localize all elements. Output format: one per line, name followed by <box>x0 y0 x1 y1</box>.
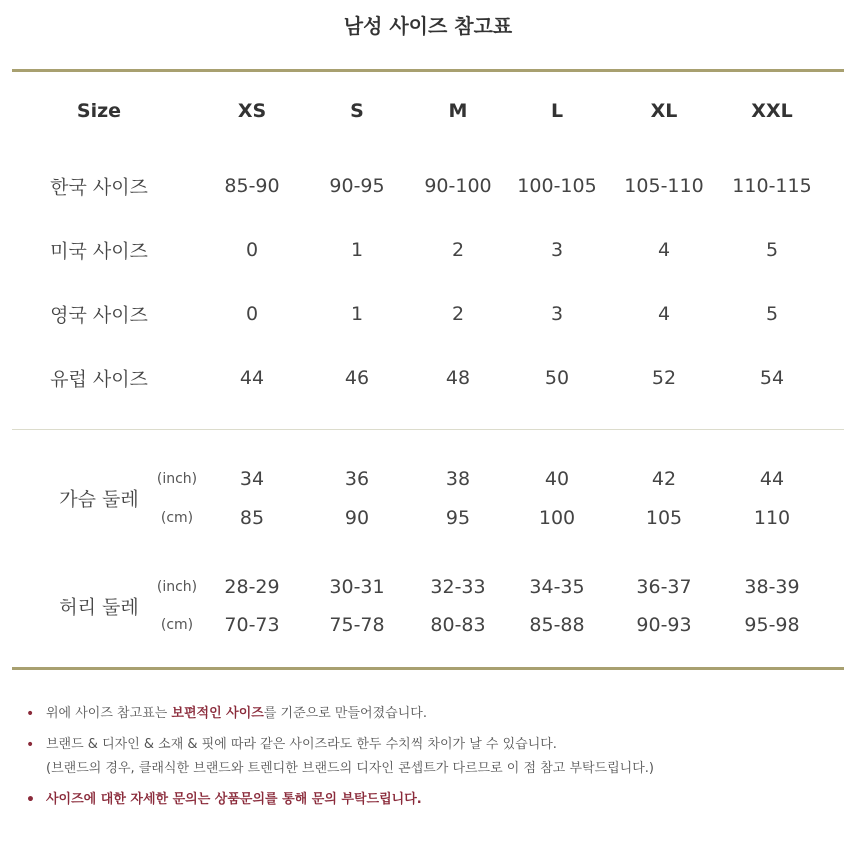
cell-uk-xl: 4 <box>657 303 671 325</box>
cell-uk-xs: 0 <box>245 303 259 325</box>
row-label-waist: 허리 둘레 <box>59 596 139 619</box>
note-subtext: (브랜드의 경우, 클래식한 브랜드와 트렌디한 브랜드의 디자인 콘셉트가 다르므로 이 점 참고 부탁드립니다.) <box>46 761 654 776</box>
header-size-xl: XL <box>650 100 678 122</box>
bullet-icon: • <box>26 792 35 808</box>
cell-waist-cm-xl: 90-93 <box>636 614 692 636</box>
note-item <box>26 702 836 726</box>
unit-waist-inch: (inch) <box>156 579 198 595</box>
header-size-m: M <box>448 100 468 122</box>
cell-waist-cm-s: 75-78 <box>329 614 385 636</box>
cell-uk-m: 2 <box>451 303 465 325</box>
cell-chest-inch-xs: 34 <box>239 468 265 490</box>
cell-chest-inch-m: 38 <box>445 468 471 490</box>
cell-waist-cm-xs: 70-73 <box>224 614 280 636</box>
cell-korea-s: 90-95 <box>329 175 385 197</box>
cell-korea-xl: 105-110 <box>624 175 704 197</box>
cell-chest-inch-xxl: 44 <box>759 468 785 490</box>
bullet-icon: • <box>26 706 35 722</box>
cell-us-xl: 4 <box>657 239 671 261</box>
cell-eu-m: 48 <box>445 367 471 389</box>
cell-korea-l: 100-105 <box>517 175 597 197</box>
row-label-eu: 유럽 사이즈 <box>50 368 148 391</box>
cell-us-xs: 0 <box>245 239 259 261</box>
row-label-uk: 영국 사이즈 <box>50 304 148 327</box>
cell-chest-cm-m: 95 <box>445 507 471 529</box>
bullet-icon: • <box>26 737 35 753</box>
note-item <box>26 733 836 781</box>
cell-chest-cm-xs: 85 <box>239 507 265 529</box>
cell-waist-inch-m: 32-33 <box>430 576 486 598</box>
note-highlight: 보편적인 사이즈 <box>171 706 264 721</box>
cell-uk-xxl: 5 <box>765 303 779 325</box>
cell-waist-inch-xl: 36-37 <box>636 576 692 598</box>
cell-waist-inch-xxl: 38-39 <box>744 576 800 598</box>
cell-uk-s: 1 <box>350 303 364 325</box>
notes-list <box>26 702 836 812</box>
header-size-s: S <box>350 100 364 122</box>
note-text: 브랜드 & 디자인 & 소재 & 핏에 따라 같은 사이즈라도 한두 수치씩 차이가 날 수 있습니다. <box>46 737 557 752</box>
cell-waist-cm-m: 80-83 <box>430 614 486 636</box>
cell-eu-xs: 44 <box>239 367 265 389</box>
row-label-chest: 가슴 둘레 <box>59 488 139 511</box>
cell-us-s: 1 <box>350 239 364 261</box>
cell-eu-s: 46 <box>344 367 370 389</box>
header-size-xs: XS <box>237 100 267 122</box>
cell-eu-l: 50 <box>544 367 570 389</box>
cell-waist-cm-l: 85-88 <box>529 614 585 636</box>
page-title: 남성 사이즈 참고표 <box>343 14 513 38</box>
note-item <box>26 788 836 812</box>
cell-waist-inch-xs: 28-29 <box>224 576 280 598</box>
header-size-l: L <box>550 100 564 122</box>
cell-chest-inch-s: 36 <box>344 468 370 490</box>
cell-chest-cm-l: 100 <box>538 507 576 529</box>
section-divider <box>12 429 844 430</box>
header-size-label: Size <box>76 100 122 122</box>
cell-korea-xs: 85-90 <box>224 175 280 197</box>
cell-chest-inch-xl: 42 <box>651 468 677 490</box>
cell-chest-cm-xxl: 110 <box>753 507 791 529</box>
cell-us-l: 3 <box>550 239 564 261</box>
cell-chest-cm-s: 90 <box>344 507 370 529</box>
unit-waist-cm: (cm) <box>160 617 194 633</box>
cell-chest-cm-xl: 105 <box>645 507 683 529</box>
header-size-xxl: XXL <box>751 100 793 122</box>
bottom-divider <box>12 667 844 670</box>
cell-us-xxl: 5 <box>765 239 779 261</box>
cell-eu-xxl: 54 <box>759 367 785 389</box>
note-text: 사이즈에 대한 자세한 문의는 상품문의를 통해 문의 부탁드립니다. <box>46 792 422 807</box>
unit-chest-inch: (inch) <box>156 471 198 487</box>
cell-waist-inch-s: 30-31 <box>329 576 385 598</box>
cell-korea-xxl: 110-115 <box>732 175 812 197</box>
row-label-us: 미국 사이즈 <box>50 240 148 263</box>
cell-us-m: 2 <box>451 239 465 261</box>
note-text: 를 기준으로 만들어졌습니다. <box>263 706 427 721</box>
cell-eu-xl: 52 <box>651 367 677 389</box>
unit-chest-cm: (cm) <box>160 510 194 526</box>
top-divider <box>12 69 844 72</box>
note-text: 위에 사이즈 참고표는 <box>46 706 172 721</box>
cell-chest-inch-l: 40 <box>544 468 570 490</box>
row-label-korea: 한국 사이즈 <box>50 176 148 199</box>
cell-uk-l: 3 <box>550 303 564 325</box>
cell-korea-m: 90-100 <box>424 175 492 197</box>
cell-waist-cm-xxl: 95-98 <box>744 614 800 636</box>
cell-waist-inch-l: 34-35 <box>529 576 585 598</box>
